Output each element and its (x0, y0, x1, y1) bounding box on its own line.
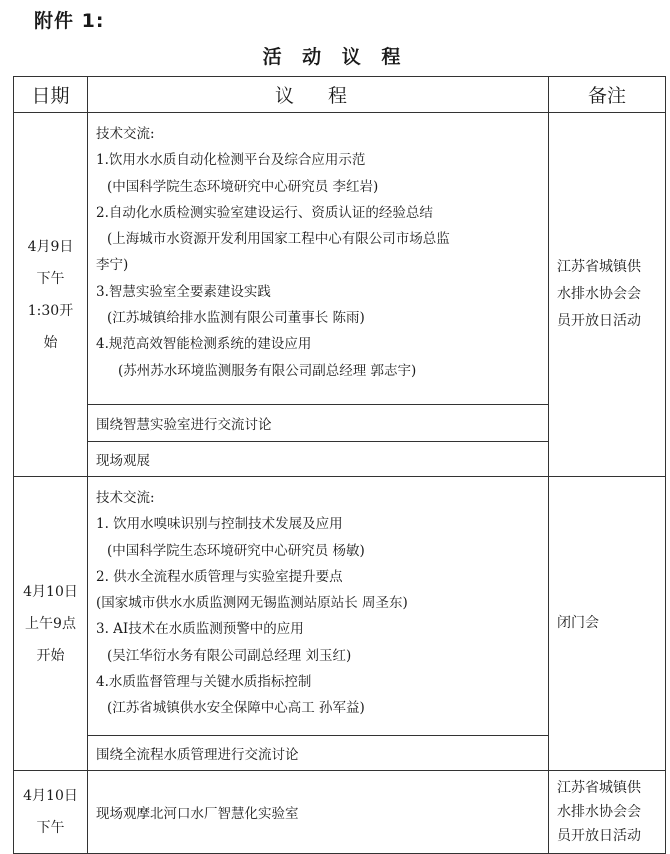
table-row (14, 771, 666, 854)
agenda-line: (江苏城镇给排水监测有限公司董事长 陈雨) (107, 310, 365, 327)
header-note: 备注 (549, 77, 666, 113)
day1-visit: 现场观展 (88, 442, 549, 477)
date-line: 开始 (36, 647, 65, 664)
day2-agenda-cell (88, 477, 549, 736)
agenda-line: (中国科学院生态环境研究中心研究员 李红岩) (107, 178, 379, 195)
agenda-line: 2.自动化水质检测实验室建设运行、资质认证的经验总结 (96, 204, 433, 221)
header-date: 日期 (14, 77, 88, 113)
date-line: 4月9日 (27, 238, 74, 255)
agenda-line: 技术交流: (96, 490, 155, 506)
agenda-line: 1. 饮用水嗅味识别与控制技术发展及应用 (96, 516, 343, 533)
note-line: 员开放日活动 (557, 313, 641, 329)
day2-discussion: 围绕全流程水质管理进行交流讨论 (88, 736, 549, 771)
table-row (14, 477, 666, 736)
day3-agenda: 现场观摩北河口水厂智慧化实验室 (88, 771, 549, 854)
day1-date-cell (14, 113, 88, 477)
agenda-line: 技术交流: (96, 126, 155, 142)
agenda-line: 3.智慧实验室全要素建设实践 (96, 283, 271, 300)
note-line: 江苏省城镇供 (557, 780, 641, 796)
agenda-line: (上海城市水资源开发利用国家工程中心有限公司市场总监 (107, 231, 450, 248)
agenda-line: (国家城市供水水质监测网无锡监测站原站长 周圣东) (96, 595, 408, 612)
agenda-line: (苏州苏水环境监测服务有限公司副总经理 郭志宇) (118, 362, 417, 379)
table-row (14, 113, 666, 405)
agenda-line: 4.规范高效智能检测系统的建设应用 (96, 336, 312, 353)
day2-date-cell (14, 477, 88, 771)
date-line: 4月10日 (23, 583, 78, 600)
date-line: 下午 (36, 270, 65, 287)
note-line: 水排水协会会 (557, 804, 641, 820)
day1-note-cell (549, 113, 666, 477)
day3-note-cell (549, 771, 666, 854)
note-line: 江苏省城镇供 (557, 259, 641, 275)
date-line: 上午9点 (25, 615, 76, 632)
agenda-line: 4.水质监督管理与关键水质指标控制 (96, 674, 312, 691)
note-line: 水排水协会会 (557, 286, 641, 302)
day1-agenda-cell (88, 113, 549, 405)
agenda-table (13, 76, 666, 854)
attachment-label: 附件 1: (34, 10, 105, 32)
day1-discussion: 围绕智慧实验室进行交流讨论 (88, 405, 549, 442)
date-line: 4月10日 (23, 788, 78, 804)
agenda-line: (中国科学院生态环境研究中心研究员 杨敏) (107, 542, 365, 559)
table-header-row (14, 77, 666, 113)
agenda-line: (江苏省城镇供水安全保障中心高工 孙军益) (107, 700, 365, 717)
header-agenda: 议 程 (88, 77, 549, 113)
note-line: 员开放日活动 (557, 828, 641, 844)
date-line: 始 (43, 334, 58, 351)
agenda-line: 3. AI技术在水质监测预警中的应用 (96, 621, 304, 638)
date-line: 下午 (36, 820, 65, 836)
page-title: 活 动 议 程 (262, 46, 408, 68)
agenda-line: 1.饮用水水质自动化检测平台及综合应用示范 (96, 152, 366, 169)
agenda-line: (吴江华衍水务有限公司副总经理 刘玉红) (107, 647, 352, 664)
date-line: 1:30开 (27, 302, 74, 319)
day3-date-cell (14, 771, 88, 854)
agenda-line: 李宁) (96, 257, 129, 274)
agenda-line: 2. 供水全流程水质管理与实验室提升要点 (96, 568, 343, 585)
day2-note-cell: 闭门会 (549, 477, 666, 771)
